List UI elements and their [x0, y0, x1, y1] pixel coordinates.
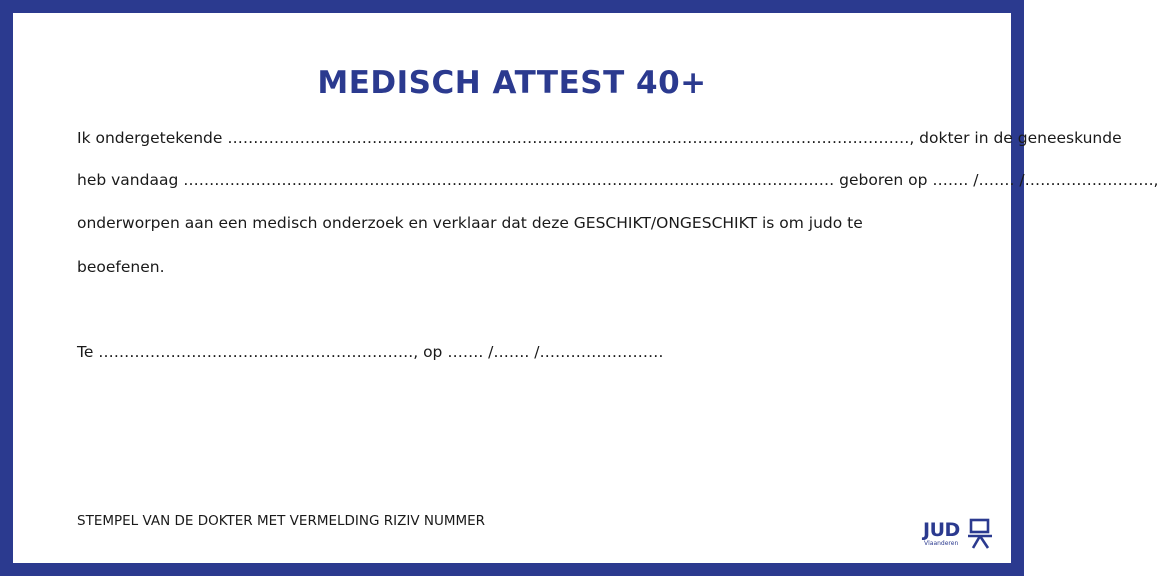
declaration-line: onderworpen aan een medisch onderzoek en verklaar dat deze GESCHIKT/ONGESCHIKT is om judo te: [77, 214, 863, 232]
document-title: MEDISCH ATTEST 40+: [317, 65, 707, 101]
patient-birth-line: heb vandaag ……………………………………………………………………………………………………………… geboren op ……. /……. /…………………….,: [77, 171, 1158, 189]
svg-text:JUD: JUD: [923, 519, 960, 541]
attest-page: [13, 13, 1158, 563]
place-date-line: Te ……………………………………………………., op ……. /……. /……………………: [77, 343, 664, 361]
judo-vlaanderen-logo: [923, 515, 995, 553]
svg-text:Vlaanderen: Vlaanderen: [924, 540, 959, 547]
doctor-name-line: Ik ondergetekende ……………………………………………………………………………………………………………………, dokter in de geneeskunde: [77, 129, 1122, 147]
judoka-icon: [968, 520, 992, 548]
stamp-label: STEMPEL VAN DE DOKTER MET VERMELDING RIZIV NUMMER: [77, 513, 486, 529]
declaration-line-end: beoefenen.: [77, 258, 165, 276]
